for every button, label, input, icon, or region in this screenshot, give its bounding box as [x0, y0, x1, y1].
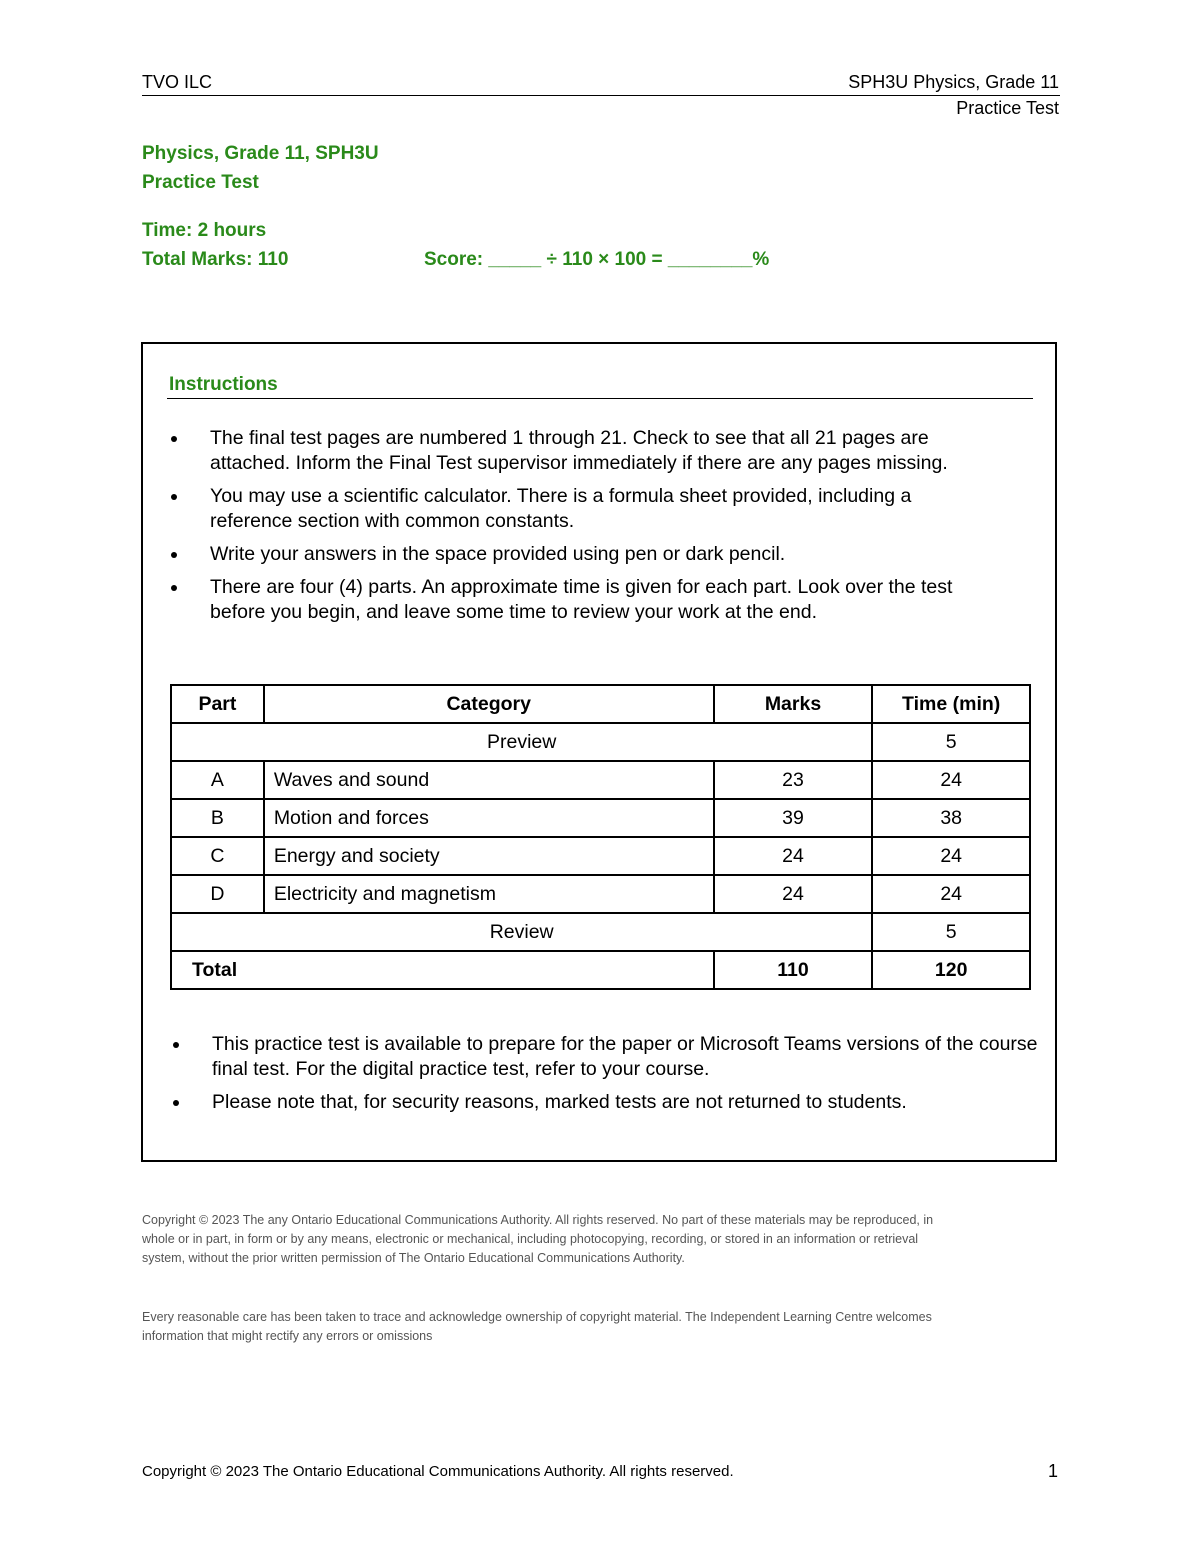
- note-item: Please note that, for security reasons, marked tests are not returned to students.: [170, 1090, 1040, 1115]
- preview-row: [171, 723, 1030, 761]
- doc-title: Practice Test: [142, 172, 259, 193]
- category-cell: Waves and sound: [264, 761, 714, 799]
- marks-cell: 24: [714, 837, 873, 875]
- copyright-notice: Copyright © 2023 The any Ontario Educational Communications Authority. All rights reserved. No part of these materials may be reproduced, in whole or in part, in form or by any means, electronic or mechanical, including photocopying, recording, or stored in an information or retrieval system, without the prior written permission of The Ontario Educational Communications Authority.: [142, 1213, 934, 1265]
- instructions-list: [168, 426, 988, 633]
- header-left: TVO ILC: [142, 72, 213, 92]
- category-cell: Energy and society: [264, 837, 714, 875]
- instructions-rule: [167, 398, 1033, 399]
- total-label: Total: [171, 951, 714, 989]
- table-header-row: [171, 685, 1030, 723]
- header-right: SPH3U Physics, Grade 11: [848, 72, 1059, 92]
- time-limit: Time: 2 hours: [142, 220, 267, 241]
- table-row: [171, 875, 1030, 913]
- course-title: Physics, Grade 11, SPH3U: [142, 143, 379, 164]
- instruction-item: There are four (4) parts. An approximate time is given for each part. Look over the test before you begin, and leave some time to review your work at the end.: [168, 575, 988, 625]
- instruction-item: The final test pages are numbered 1 through 21. Check to see that all 21 pages are attached. Inform the Final Test supervisor immediately if there are any pages missing.: [168, 426, 988, 476]
- preview-label: Preview: [171, 723, 872, 761]
- category-cell: Motion and forces: [264, 799, 714, 837]
- time-cell: 38: [872, 799, 1030, 837]
- total-marks: Total Marks: 110: [142, 249, 289, 270]
- table-row: [171, 799, 1030, 837]
- review-time: 5: [872, 913, 1030, 951]
- col-header-time: Time (min): [872, 685, 1030, 723]
- score-line: Score: _____ ÷ 110 × 100 = ________%: [424, 249, 770, 270]
- preview-time: 5: [872, 723, 1030, 761]
- part-cell: D: [171, 875, 264, 913]
- table-row: [171, 761, 1030, 799]
- table-row: [171, 837, 1030, 875]
- time-cell: 24: [872, 761, 1030, 799]
- review-label: Review: [171, 913, 872, 951]
- part-cell: C: [171, 837, 264, 875]
- instructions-heading: Instructions: [169, 374, 278, 395]
- part-cell: B: [171, 799, 264, 837]
- header-rule: [142, 95, 1060, 96]
- instruction-item: Write your answers in the space provided using pen or dark pencil.: [168, 542, 988, 567]
- page-number: 1: [1047, 1461, 1058, 1481]
- category-cell: Electricity and magnetism: [264, 875, 714, 913]
- col-header-part: Part: [171, 685, 264, 723]
- marks-cell: 24: [714, 875, 873, 913]
- total-time-cell: 120: [872, 951, 1030, 989]
- marks-cell: 23: [714, 761, 873, 799]
- footer-copyright: Copyright © 2023 The Ontario Educational Communications Authority. All rights reserved.: [142, 1463, 734, 1480]
- instruction-item: You may use a scientific calculator. There is a formula sheet provided, including a reference section with common constants.: [168, 484, 988, 534]
- col-header-category: Category: [264, 685, 714, 723]
- acknowledgement-notice: Every reasonable care has been taken to trace and acknowledge ownership of copyright material. The Independent Learning Centre welcomes information that might rectify any errors or omissions: [142, 1310, 932, 1343]
- col-header-marks: Marks: [714, 685, 873, 723]
- marks-cell: 39: [714, 799, 873, 837]
- header-subtitle: Practice Test: [956, 98, 1059, 118]
- time-cell: 24: [872, 875, 1030, 913]
- total-row: [171, 951, 1030, 989]
- part-cell: A: [171, 761, 264, 799]
- parts-table: [170, 684, 1031, 990]
- review-row: [171, 913, 1030, 951]
- total-marks-cell: 110: [714, 951, 873, 989]
- time-cell: 24: [872, 837, 1030, 875]
- note-item: This practice test is available to prepare for the paper or Microsoft Teams versions of the course final test. For the digital practice test, refer to your course.: [170, 1032, 1040, 1082]
- notes-list: [170, 1032, 1040, 1123]
